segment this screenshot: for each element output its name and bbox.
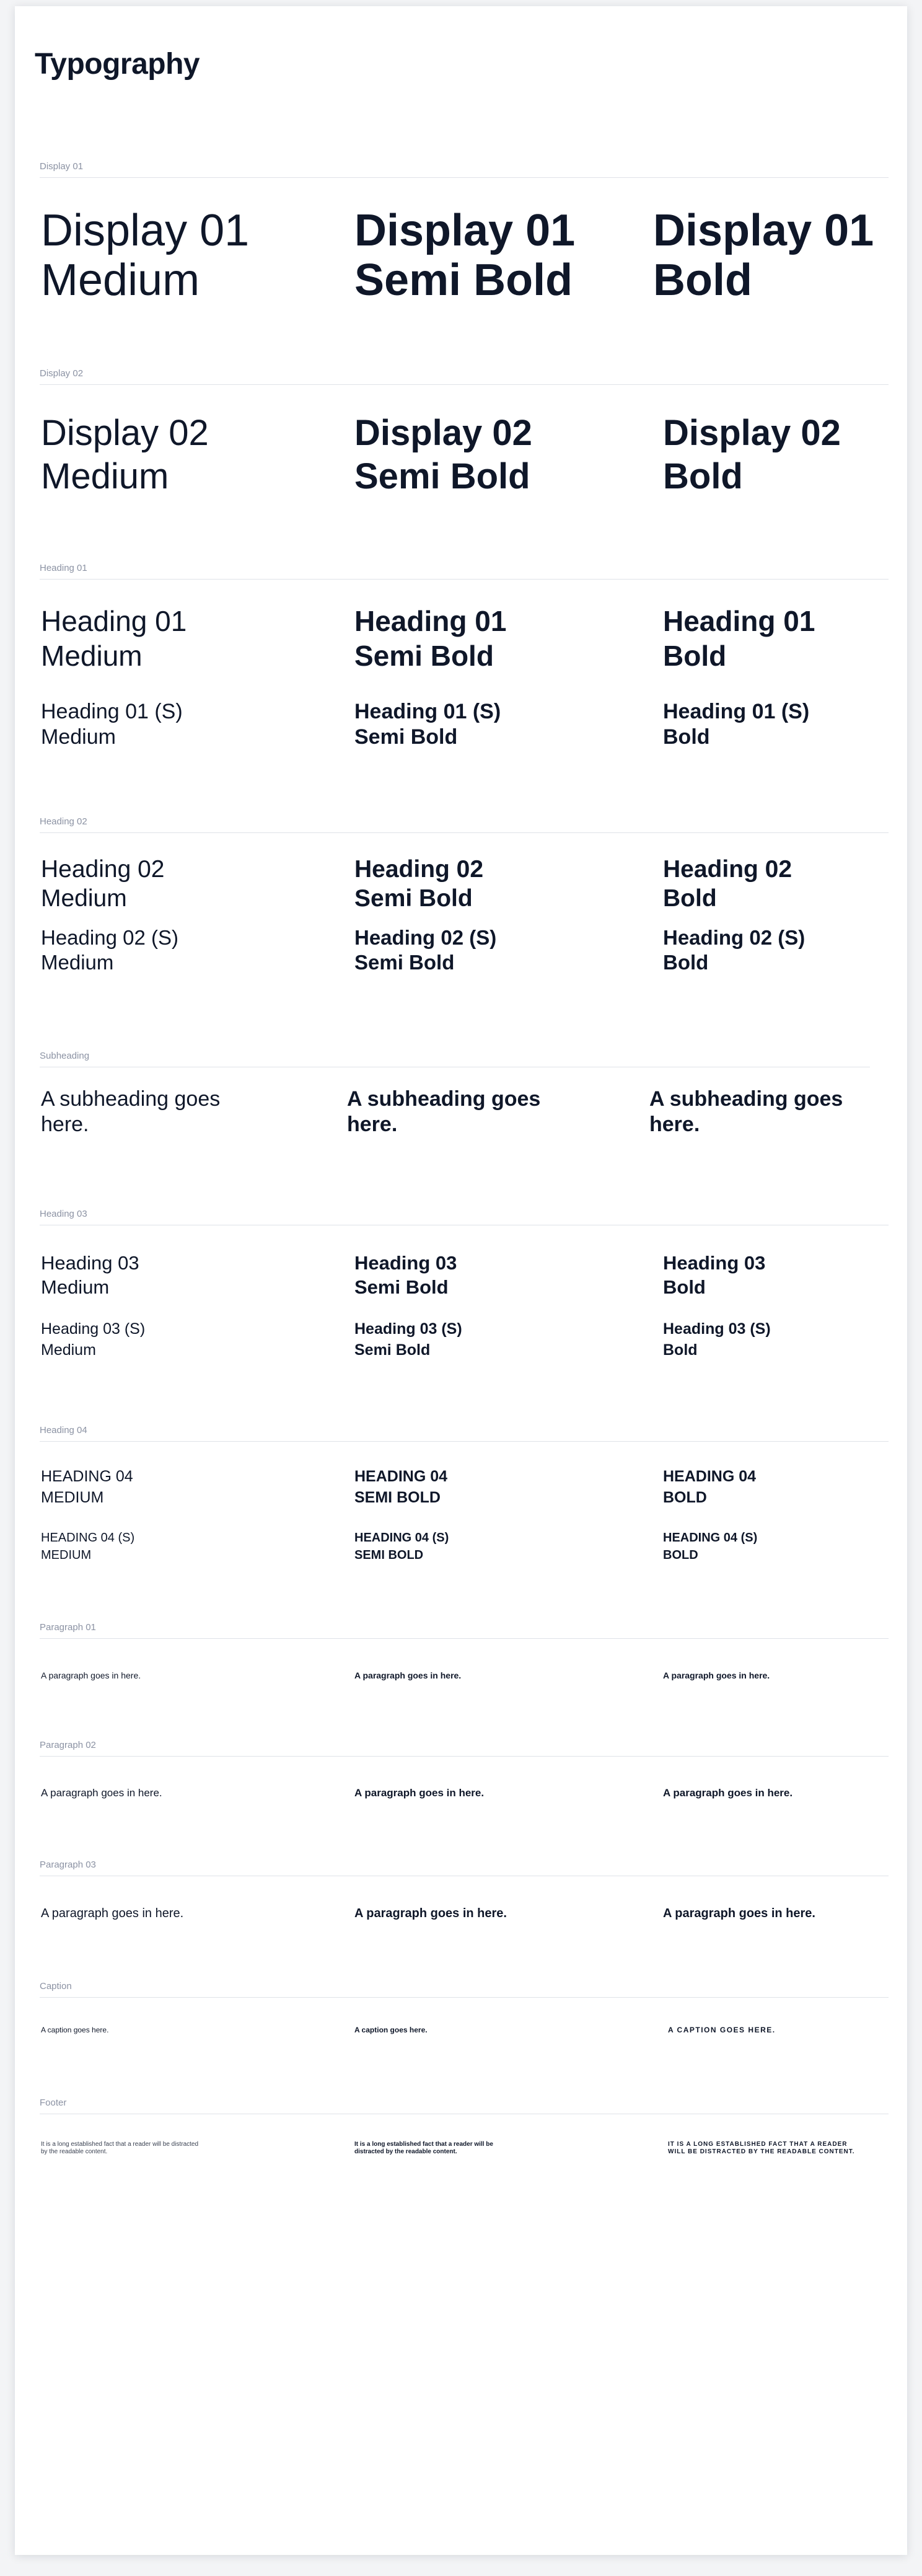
divider	[40, 832, 889, 833]
divider	[40, 1638, 889, 1639]
caption-bold: A CAPTION GOES HERE.	[668, 2026, 776, 2034]
heading-03-s-bold: Heading 03 (S) Bold	[663, 1320, 771, 1359]
heading-03-bold: Heading 03 Bold	[663, 1252, 766, 1298]
footer-semibold: It is a long established fact that a reader will be distracted by the readable content.	[354, 2141, 493, 2155]
heading-02-s-semibold: Heading 02 (S) Semi Bold	[354, 926, 497, 974]
section-label: Heading 04	[40, 1425, 87, 1436]
section-label: Display 02	[40, 368, 84, 379]
paragraph-03-medium: A paragraph goes in here.	[41, 1907, 184, 1920]
heading-01-s-semibold: Heading 01 (S) Semi Bold	[354, 700, 501, 749]
subheading-bold: A subheading goes here.	[649, 1087, 843, 1136]
subheading-semibold: A subheading goes here.	[347, 1087, 541, 1136]
heading-01-bold: Heading 01 Bold	[663, 605, 815, 672]
display-01-semibold: Display 01 Semi Bold	[354, 206, 576, 305]
typography-sheet	[15, 6, 907, 2555]
heading-03-s-medium: Heading 03 (S) Medium	[41, 1320, 146, 1359]
page-title: Typography	[35, 48, 200, 81]
caption-semibold: A caption goes here.	[354, 2026, 428, 2034]
section-label: Paragraph 03	[40, 1859, 96, 1870]
heading-02-s-medium: Heading 02 (S) Medium	[41, 926, 178, 974]
divider	[40, 177, 889, 178]
section-label: Heading 01	[40, 563, 87, 573]
heading-01-s-bold: Heading 01 (S) Bold	[663, 700, 810, 749]
heading-04-s-semibold: HEADING 04 (S) SEMI BOLD	[354, 1531, 449, 1562]
heading-01-semibold: Heading 01 Semi Bold	[354, 605, 507, 672]
caption-medium: A caption goes here.	[41, 2026, 109, 2034]
heading-02-medium: Heading 02 Medium	[41, 856, 165, 912]
heading-03-medium: Heading 03 Medium	[41, 1252, 139, 1298]
paragraph-02-medium: A paragraph goes in here.	[41, 1787, 162, 1799]
divider	[40, 1756, 889, 1757]
footer-bold: IT IS A LONG ESTABLISHED FACT THAT A READER WILL BE DISTRACTED BY THE READABLE CONTENT.	[668, 2141, 855, 2155]
heading-03-s-semibold: Heading 03 (S) Semi Bold	[354, 1320, 462, 1359]
display-02-bold: Display 02 Bold	[663, 413, 841, 496]
section-label: Heading 02	[40, 816, 87, 827]
paragraph-03-semibold: A paragraph goes in here.	[354, 1907, 507, 1920]
heading-04-bold: HEADING 04 BOLD	[663, 1468, 757, 1506]
section-label: Subheading	[40, 1051, 90, 1061]
heading-02-s-bold: Heading 02 (S) Bold	[663, 926, 806, 974]
paragraph-02-bold: A paragraph goes in here.	[663, 1787, 793, 1799]
footer-medium: It is a long established fact that a reader will be distracted by the readable content.	[41, 2141, 199, 2155]
section-label: Footer	[40, 2097, 67, 2108]
heading-03-semibold: Heading 03 Semi Bold	[354, 1252, 457, 1298]
section-label: Display 01	[40, 161, 84, 172]
heading-04-s-medium: HEADING 04 (S) MEDIUM	[41, 1531, 135, 1562]
section-label: Paragraph 02	[40, 1740, 96, 1750]
section-label: Heading 03	[40, 1209, 87, 1219]
paragraph-02-semibold: A paragraph goes in here.	[354, 1787, 485, 1799]
display-02-medium: Display 02 Medium	[41, 413, 209, 496]
heading-04-s-bold: HEADING 04 (S) BOLD	[663, 1531, 758, 1562]
section-label: Paragraph 01	[40, 1622, 96, 1633]
divider	[40, 579, 889, 580]
heading-04-medium: HEADING 04 MEDIUM	[41, 1468, 133, 1506]
heading-04-semibold: HEADING 04 SEMI BOLD	[354, 1468, 448, 1506]
paragraph-01-bold: A paragraph goes in here.	[663, 1670, 770, 1680]
heading-02-bold: Heading 02 Bold	[663, 856, 792, 912]
paragraph-01-medium: A paragraph goes in here.	[41, 1670, 141, 1680]
heading-01-medium: Heading 01 Medium	[41, 605, 187, 672]
subheading-medium: A subheading goes here.	[41, 1087, 221, 1136]
heading-02-semibold: Heading 02 Semi Bold	[354, 856, 484, 912]
paragraph-01-semibold: A paragraph goes in here.	[354, 1670, 462, 1680]
divider	[40, 1441, 889, 1442]
divider	[40, 1997, 889, 1998]
heading-01-s-medium: Heading 01 (S) Medium	[41, 700, 183, 749]
divider	[40, 384, 889, 385]
display-01-medium: Display 01 Medium	[41, 206, 250, 305]
paragraph-03-bold: A paragraph goes in here.	[663, 1907, 815, 1920]
display-01-bold: Display 01 Bold	[653, 206, 874, 305]
section-label: Caption	[40, 1981, 72, 1992]
display-02-semibold: Display 02 Semi Bold	[354, 413, 532, 496]
